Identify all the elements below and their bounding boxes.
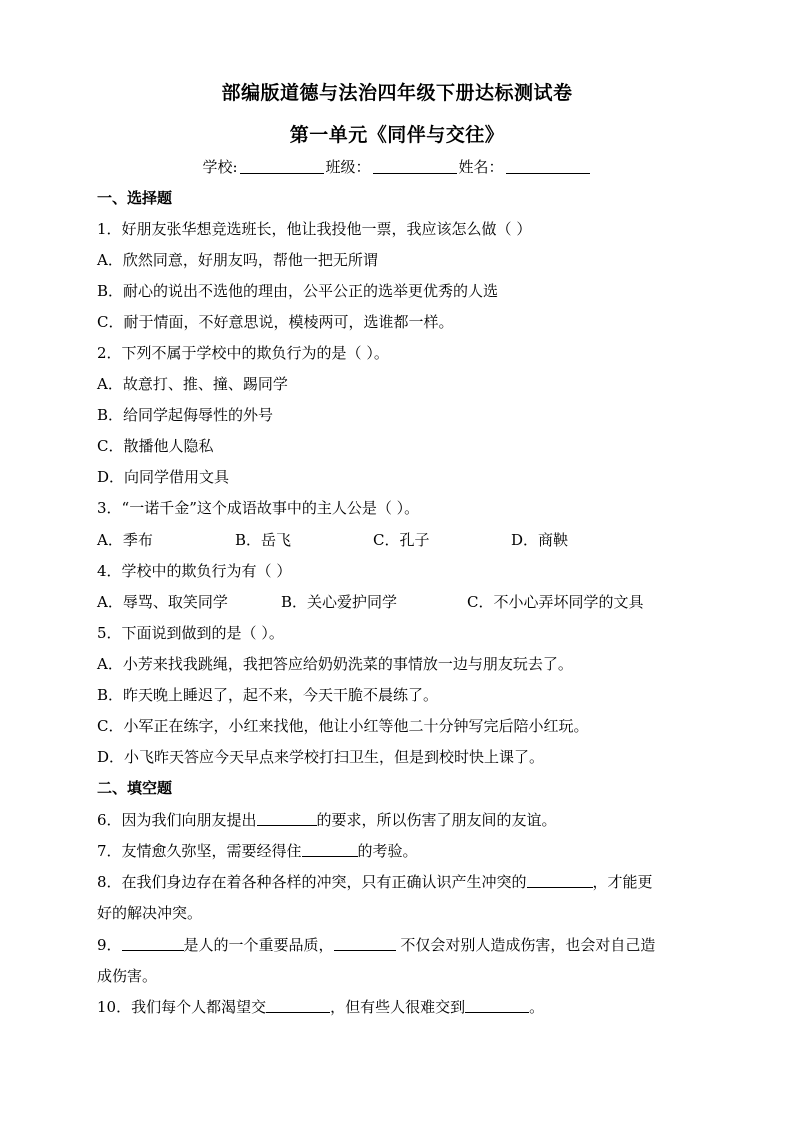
q4-option-c: C．不小心弄坏同学的文具 [467,593,644,611]
q3-stem: 3．“一诺千金”这个成语故事中的主人公是（ ）。 [97,499,420,517]
q8-text-pre: 8．在我们身边存在着各种各样的冲突，只有正确认识产生冲突的 [97,873,527,891]
q8-continuation: 好的解决冲突。 [97,904,203,922]
q2-option-a: A．故意打、推、撞、踢同学 [97,375,288,393]
section-choice-heading: 一、选择题 [97,189,173,207]
q10-blank-1[interactable] [266,998,330,1013]
q3-option-b: B．岳飞 [235,531,292,549]
school-blank[interactable] [240,157,324,174]
name-label: 姓名： [458,158,504,176]
q4-options [97,592,643,612]
unit-subtitle: 第一单元《同伴与交往》 [289,124,505,146]
name-blank[interactable] [506,157,590,174]
class-label: 班级： [325,158,371,176]
q9-blank-2[interactable] [334,936,396,951]
q7 [97,841,418,861]
class-blank[interactable] [373,157,457,174]
q8 [97,872,653,892]
q4-option-a: A．辱骂、取笑同学 [97,593,228,611]
q4-option-b: B．关心爱护同学 [281,593,398,611]
q3-option-c: C．孔子 [373,531,430,549]
q8-blank[interactable] [527,873,593,888]
q10-text-post: 。 [529,998,545,1016]
q5-option-b: B．昨天晚上睡迟了，起不来，今天干脆不晨练了。 [97,686,439,704]
q4-stem: 4．学校中的欺负行为有（ ） [97,562,292,580]
q2-option-b: B．给同学起侮辱性的外号 [97,406,274,424]
q2-option-c: C．散播他人隐私 [97,437,214,455]
q5-option-c: C．小军正在练字，小红来找他，他让小红等他二十分钟写完后陪小红玩。 [97,717,589,735]
q10-text-pre: 10．我们每个人都渴望交 [97,998,267,1016]
q7-blank[interactable] [302,842,358,857]
q3-option-a: A．季布 [97,531,153,549]
q6-text-post: 的要求，所以伤害了朋友间的友谊。 [316,811,557,829]
q1-stem: 1．好朋友张华想竞选班长，他让我投他一票，我应该怎么做（ ） [97,220,532,238]
q10-text-mid: ，但有些人很难交到 [330,998,466,1016]
section-fill-heading: 二、填空题 [97,779,173,797]
q2-stem: 2．下列不属于学校中的欺负行为的是（ ）。 [97,344,389,362]
q9-text-mid: 是人的一个重要品质， [183,936,334,954]
q1-option-a: A．欣然同意，好朋友吗，帮他一把无所谓 [97,251,378,269]
q5-option-a: A．小芳来找我跳绳，我把答应给奶奶洗菜的事情放一边与朋友玩去了。 [97,655,573,673]
q3-option-d: D．商鞅 [511,531,569,549]
q6-text-pre: 6．因为我们向朋友提出 [97,811,257,829]
school-label: 学校: [202,158,238,176]
exam-title: 部编版道德与法治四年级下册达标测试卷 [221,82,573,104]
q2-option-d: D．向同学借用文具 [97,468,230,486]
student-info [0,156,794,177]
q1-option-c: C．耐于情面，不好意思说，模棱两可，选谁都一样。 [97,313,454,331]
q7-text-pre: 7．友情愈久弥坚，需要经得住 [97,842,302,860]
q9-continuation: 成伤害。 [97,967,158,985]
q9-blank-1[interactable] [122,936,184,951]
q9-text-pre: 9． [97,936,122,954]
q10 [97,997,544,1017]
q5-stem: 5．下面说到做到的是（ ）。 [97,624,284,642]
q6-blank[interactable] [257,811,317,826]
q7-text-post: 的考验。 [357,842,418,860]
q6 [97,810,557,830]
q9 [97,935,655,955]
q5-option-d: D．小飞昨天答应今天早点来学校打扫卫生，但是到校时快上课了。 [97,748,545,766]
q3-options [97,530,568,550]
q9-text-post: 不仅会对别人造成伤害，也会对自己造 [395,936,656,954]
q10-blank-2[interactable] [465,998,529,1013]
q1-option-b: B．耐心的说出不选他的理由，公平公正的选举更优秀的人选 [97,282,499,300]
q8-text-post: ，才能更 [592,873,653,891]
